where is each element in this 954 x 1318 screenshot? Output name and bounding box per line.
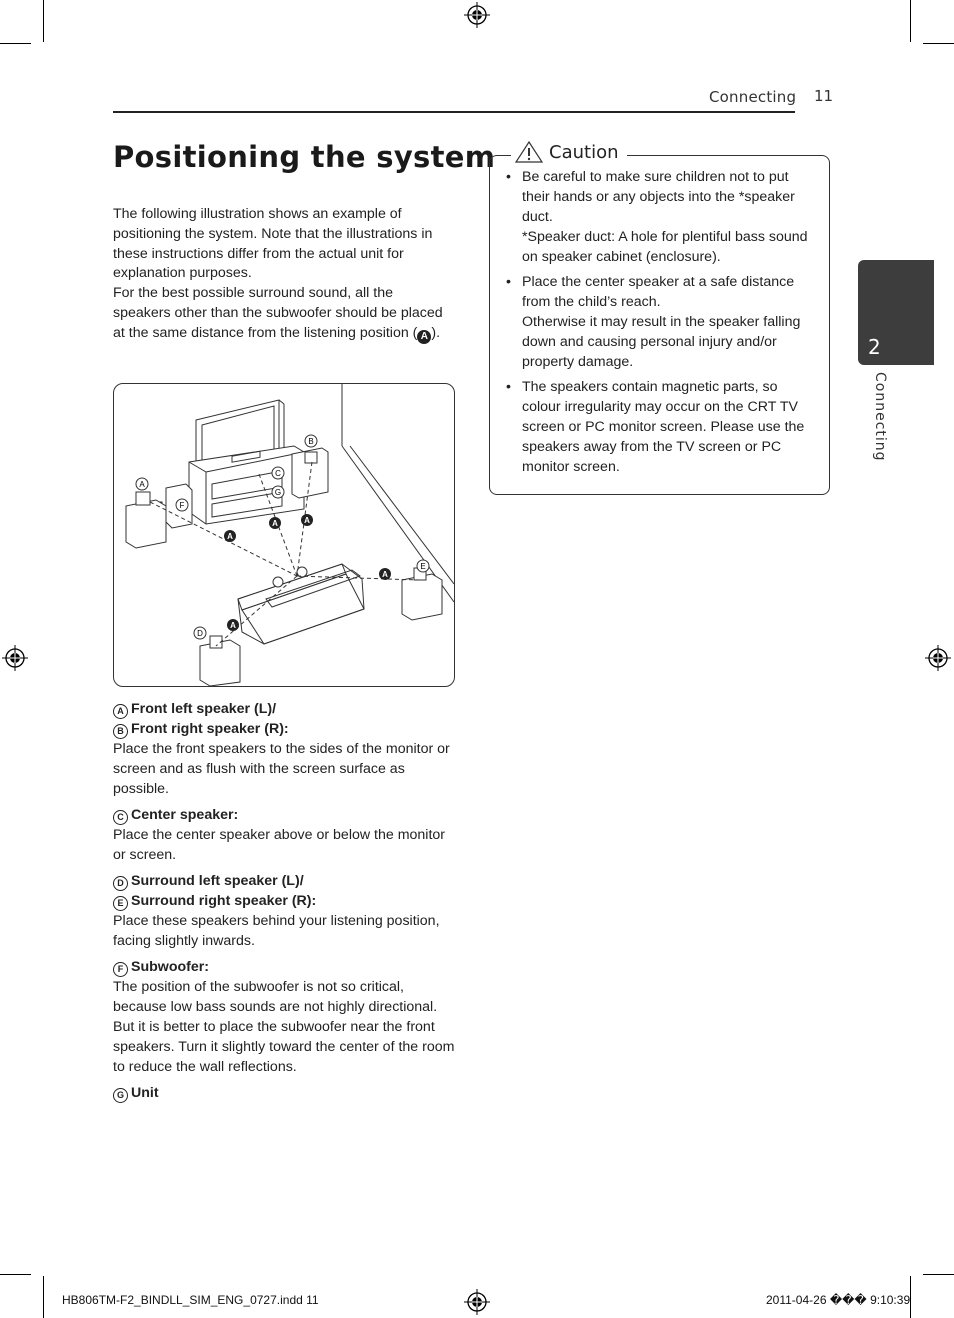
registration-mark-icon bbox=[464, 1289, 490, 1315]
caution-text: The speakers contain magnetic parts, so colour irregularity may occur on the CRT TV screen or PC monitor screen. Please use the speakers away from the TV screen or PC monitor screen. bbox=[522, 379, 805, 475]
legend-label: Center speaker: bbox=[131, 807, 239, 823]
chapter-label: Connecting bbox=[872, 372, 888, 462]
crop-mark bbox=[43, 0, 44, 42]
legend-entry bbox=[113, 871, 458, 951]
distance-marker: A bbox=[382, 570, 388, 579]
footer-timestamp: 2011-04-26 ��� 9:10:39 bbox=[766, 1293, 911, 1307]
registration-mark-icon bbox=[464, 2, 490, 28]
legend-description: Place the center speaker above or below the monitor or screen. bbox=[113, 827, 446, 863]
speaker-legend bbox=[113, 699, 458, 1103]
marker-icon: C bbox=[113, 810, 128, 825]
caution-item bbox=[504, 167, 820, 267]
intro-paragraph bbox=[113, 284, 453, 344]
marker-icon: B bbox=[113, 724, 128, 739]
header-rule bbox=[113, 111, 795, 113]
intro-text-part: For the best possible surround sound, all the speakers other than the subwoofer should be placed at the same distance from the listening position ( bbox=[113, 285, 443, 341]
caution-list bbox=[504, 167, 820, 482]
caution-heading bbox=[511, 141, 627, 163]
legend-label: Front left speaker (L)/ bbox=[131, 701, 277, 717]
crop-mark bbox=[910, 1276, 911, 1318]
diagram-label: A bbox=[139, 480, 145, 489]
caution-title: Caution bbox=[549, 141, 619, 163]
legend-entry bbox=[113, 699, 458, 799]
distance-marker: A bbox=[230, 621, 236, 630]
page-title: Positioning the system bbox=[113, 140, 496, 174]
caution-box bbox=[489, 155, 830, 495]
legend-label: Surround left speaker (L)/ bbox=[131, 873, 304, 889]
distance-marker: A bbox=[227, 532, 233, 541]
diagram-label: D bbox=[197, 629, 203, 638]
marker-icon: D bbox=[113, 876, 128, 891]
caution-item bbox=[504, 272, 820, 372]
footer-filename: HB806TM-F2_BINDLL_SIM_ENG_0727.indd 11 bbox=[62, 1293, 319, 1307]
room-illustration bbox=[114, 384, 454, 686]
caution-note: *Speaker duct: A hole for plentiful bass sound on speaker cabinet (enclosure). bbox=[522, 229, 808, 265]
legend-entry bbox=[113, 957, 458, 1077]
legend-label: Subwoofer: bbox=[131, 959, 210, 975]
caution-text: Be careful to make sure children not to put their hands or any objects into the *speaker duct. bbox=[522, 169, 795, 225]
distance-marker: A bbox=[304, 516, 310, 525]
legend-entry bbox=[113, 805, 458, 865]
legend-entry bbox=[113, 1083, 458, 1103]
marker-icon: E bbox=[113, 896, 128, 911]
diagram-label: C bbox=[275, 469, 281, 478]
legend-description: Place the front speakers to the sides of the monitor or screen and as flush with the screen surface as possible. bbox=[113, 741, 450, 797]
marker-icon: A bbox=[113, 704, 128, 719]
running-header-section: Connecting bbox=[709, 88, 797, 106]
diagram-label: E bbox=[420, 562, 426, 571]
marker-icon: F bbox=[113, 962, 128, 977]
legend-description: Place these speakers behind your listening position, facing slightly inwards. bbox=[113, 913, 440, 949]
intro-paragraph: The following illustration shows an example of positioning the system. Note that the illustrations in these instructions differ from the actual unit for explanation purposes. bbox=[113, 206, 433, 282]
diagram-label: B bbox=[308, 437, 314, 446]
distance-marker: A bbox=[272, 519, 278, 528]
crop-mark bbox=[0, 43, 31, 44]
crop-mark bbox=[0, 1274, 31, 1275]
crop-mark bbox=[910, 0, 911, 42]
caution-item bbox=[504, 377, 820, 477]
intro-text bbox=[113, 205, 453, 344]
marker-icon: G bbox=[113, 1088, 128, 1103]
diagram-label: G bbox=[274, 488, 282, 497]
caution-note: Otherwise it may result in the speaker falling down and causing personal injury and/or property damage. bbox=[522, 314, 801, 370]
marker-a-icon: A bbox=[417, 330, 431, 344]
crop-mark bbox=[923, 1274, 954, 1275]
legend-label: Front right speaker (R): bbox=[131, 721, 289, 737]
chapter-number: 2 bbox=[868, 335, 881, 359]
page-number: 11 bbox=[814, 87, 834, 105]
legend-description: The position of the subwoofer is not so critical, because low bass sounds are not highly directional. But it is better to place the subwoofer near the front speakers. Turn it slightly toward the center of the room to reduce the wall reflections. bbox=[113, 979, 455, 1075]
intro-text-part: ). bbox=[431, 324, 441, 341]
diagram-label: F bbox=[179, 501, 185, 510]
crop-mark bbox=[923, 43, 954, 44]
warning-triangle-icon bbox=[515, 141, 543, 163]
legend-label: Surround right speaker (R): bbox=[131, 893, 317, 909]
registration-mark-icon bbox=[925, 645, 951, 671]
caution-text: Place the center speaker at a safe distance from the child’s reach. bbox=[522, 274, 795, 310]
registration-mark-icon bbox=[2, 645, 28, 671]
legend-label: Unit bbox=[131, 1085, 159, 1101]
crop-mark bbox=[43, 1276, 44, 1318]
speaker-placement-diagram bbox=[113, 383, 455, 687]
